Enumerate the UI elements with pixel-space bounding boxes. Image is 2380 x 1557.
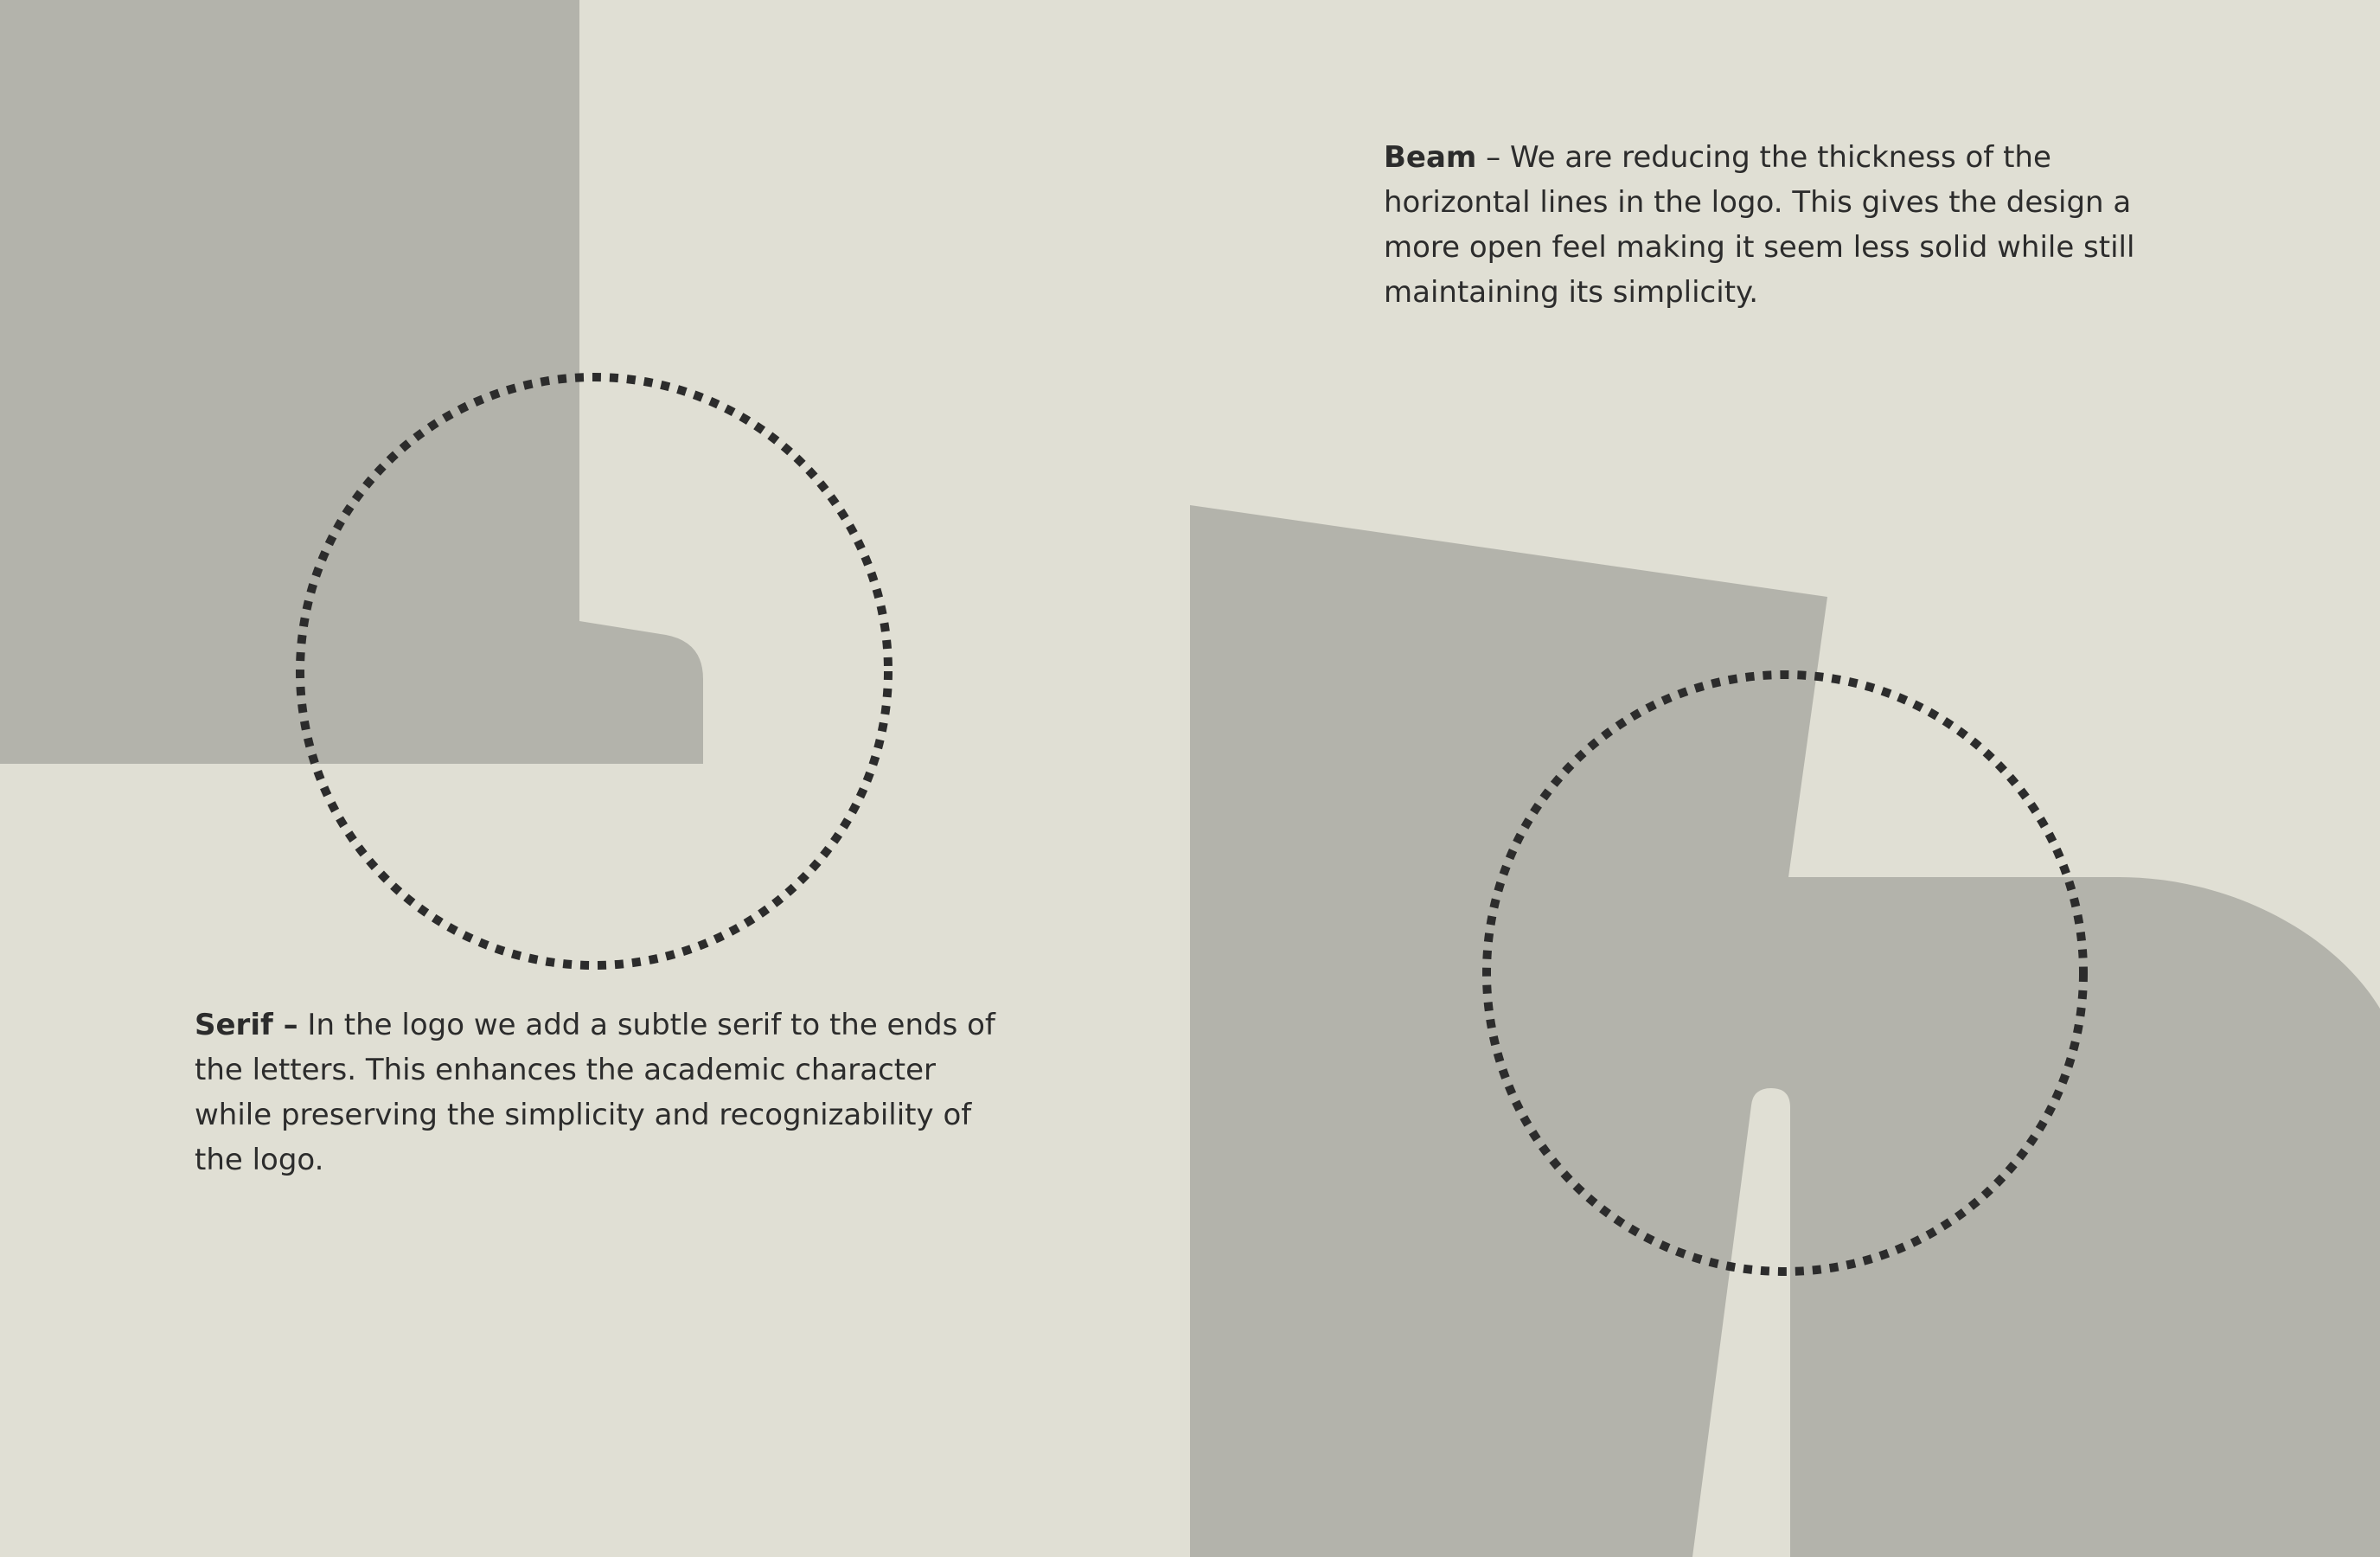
serif-text: In the logo we add a subtle serif to the ends of the letters. This enhances the academic character while preserving the simplicity and recognizability of the logo. bbox=[195, 1008, 995, 1177]
serif-letter-shape bbox=[0, 0, 703, 764]
beam-letter-shape bbox=[1190, 505, 2380, 1557]
beam-term: Beam bbox=[1384, 140, 1477, 175]
beam-text: We are reducing the thickness of the horizontal lines in the logo. This gives the design a more open feel making it seem less solid while still maintaining its simplicity. bbox=[1384, 140, 2135, 310]
beam-description bbox=[1384, 135, 2188, 315]
serif-description bbox=[195, 1003, 1016, 1182]
serif-term: Serif – bbox=[195, 1008, 298, 1042]
beam-separator: – bbox=[1476, 140, 1510, 175]
